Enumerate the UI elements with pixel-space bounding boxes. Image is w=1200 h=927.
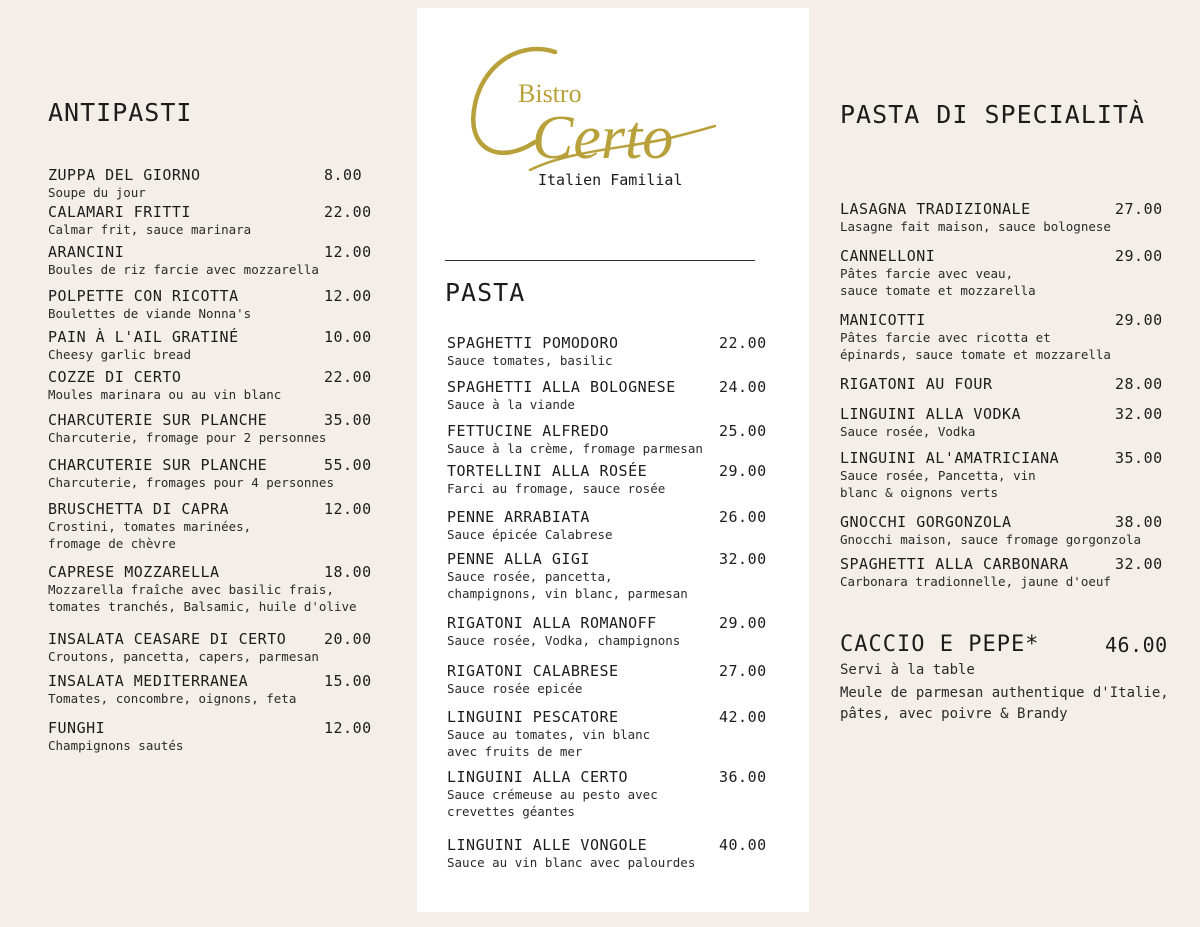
item-name: PAIN À L'AIL GRATINÉ [48, 328, 239, 346]
item-name: ARANCINI [48, 243, 125, 261]
item-desc: Moules marinara ou au vin blanc [48, 387, 282, 402]
menu-item [447, 836, 787, 871]
menu-item [48, 630, 388, 665]
item-name: PENNE ARRABIATA [447, 508, 590, 526]
item-name: LINGUINI ALLE VONGOLE [447, 836, 648, 854]
item-name: RIGATONI AU FOUR [840, 375, 993, 393]
menu-item [48, 500, 388, 552]
item-price: 40.00 [719, 836, 767, 854]
item-name: CANNELLONI [840, 247, 936, 265]
item-price: 46.00 [1105, 633, 1168, 657]
item-name: LASAGNA TRADIZIONALE [840, 200, 1031, 218]
item-name: LINGUINI PESCATORE [447, 708, 619, 726]
item-desc: Farci au fromage, sauce rosée [447, 481, 666, 496]
menu-item [840, 375, 1180, 393]
item-name: INSALATA MEDITERRANEA [48, 672, 249, 690]
item-desc: Sauce au vin blanc avec palourdes [447, 855, 696, 870]
menu-item [840, 513, 1180, 548]
item-price: 25.00 [719, 422, 767, 440]
item-price: 18.00 [324, 563, 372, 581]
item-desc: Sauce à la viande [447, 397, 575, 412]
item-price: 29.00 [719, 462, 767, 480]
menu-item [840, 311, 1180, 363]
item-desc: Crostini, tomates marinées, [48, 519, 252, 534]
menu-item [840, 555, 1180, 590]
item-desc: sauce tomate et mozzarella [840, 283, 1036, 298]
item-name: CAPRESE MOZZARELLA [48, 563, 220, 581]
item-desc: Sauce rosée, pancetta, [447, 569, 613, 584]
item-price: 36.00 [719, 768, 767, 786]
antipasti-title: ANTIPASTI [48, 98, 193, 127]
item-desc: Cheesy garlic bread [48, 347, 191, 362]
menu-item [447, 422, 787, 457]
item-desc: Servi à la table [840, 662, 975, 678]
item-desc: Tomates, concombre, oignons, feta [48, 691, 297, 706]
item-price: 29.00 [719, 614, 767, 632]
item-name: LINGUINI ALLA CERTO [447, 768, 629, 786]
item-desc: Sauce rosée, Vodka, champignons [447, 633, 681, 648]
item-desc: Mozzarella fraîche avec basilic frais, [48, 582, 334, 597]
menu-item [447, 378, 787, 413]
item-price: 35.00 [324, 411, 372, 429]
item-name: CALAMARI FRITTI [48, 203, 191, 221]
brand-tagline: Italien Familial [538, 171, 683, 189]
item-price: 15.00 [324, 672, 372, 690]
menu-item [48, 719, 388, 754]
item-name: SPAGHETTI ALLA CARBONARA [840, 555, 1069, 573]
item-name: PENNE ALLA GIGI [447, 550, 590, 568]
menu-item [48, 203, 388, 238]
item-price: 29.00 [1115, 311, 1163, 329]
item-price: 12.00 [324, 243, 372, 261]
item-desc: Champignons sautés [48, 738, 184, 753]
item-name: GNOCCHI GORGONZOLA [840, 513, 1012, 531]
item-price: 24.00 [719, 378, 767, 396]
item-name: FUNGHI [48, 719, 106, 737]
menu-item [447, 708, 787, 760]
item-desc: Sauce à la crème, fromage parmesan [447, 441, 703, 456]
item-desc: Sauce tomates, basilic [447, 353, 613, 368]
item-price: 27.00 [1115, 200, 1163, 218]
menu-item [840, 405, 1180, 440]
item-name: CHARCUTERIE SUR PLANCHE [48, 456, 268, 474]
item-price: 32.00 [1115, 555, 1163, 573]
item-name: INSALATA CEASARE DI CERTO [48, 630, 287, 648]
item-price: 12.00 [324, 719, 372, 737]
item-desc: Soupe du jour [48, 185, 146, 200]
item-desc: Sauce épicée Calabrese [447, 527, 613, 542]
item-name: SPAGHETTI POMODORO [447, 334, 619, 352]
item-name: LINGUINI AL'AMATRICIANA [840, 449, 1060, 467]
item-name: RIGATONI CALABRESE [447, 662, 619, 680]
menu-item [48, 368, 388, 403]
item-name: FETTUCINE ALFREDO [447, 422, 610, 440]
item-desc: Boulettes de viande Nonna's [48, 306, 252, 321]
item-price: 10.00 [324, 328, 372, 346]
menu-item [447, 614, 787, 649]
item-desc: tomates tranchés, Balsamic, huile d'olive [48, 599, 357, 614]
item-price: 32.00 [1115, 405, 1163, 423]
item-desc: Carbonara tradionnelle, jaune d'oeuf [840, 574, 1111, 589]
item-price: 27.00 [719, 662, 767, 680]
item-price: 22.00 [324, 203, 372, 221]
item-price: 42.00 [719, 708, 767, 726]
pasta-title: PASTA [445, 278, 526, 307]
item-desc: Charcuterie, fromage pour 2 personnes [48, 430, 327, 445]
item-desc: Croutons, pancetta, capers, parmesan [48, 649, 319, 664]
item-desc: Pâtes farcie avec ricotta et [840, 330, 1051, 345]
menu-item [48, 456, 388, 491]
item-desc: crevettes géantes [447, 804, 575, 819]
item-name: RIGATONI ALLA ROMANOFF [447, 614, 657, 632]
item-price: 8.00 [324, 166, 363, 184]
menu-item [48, 166, 388, 201]
menu-item [447, 508, 787, 543]
item-desc: Boules de riz farcie avec mozzarella [48, 262, 319, 277]
item-desc: épinards, sauce tomate et mozzarella [840, 347, 1111, 362]
item-desc: blanc & oignons verts [840, 485, 999, 500]
item-name: LINGUINI ALLA VODKA [840, 405, 1022, 423]
item-price: 26.00 [719, 508, 767, 526]
item-desc: Calmar frit, sauce marinara [48, 222, 252, 237]
item-desc: Gnocchi maison, sauce fromage gorgonzola [840, 532, 1142, 547]
item-desc: Sauce rosée epicée [447, 681, 583, 696]
item-name: SPAGHETTI ALLA BOLOGNESE [447, 378, 676, 396]
item-price: 32.00 [719, 550, 767, 568]
item-name: MANICOTTI [840, 311, 926, 329]
item-price: 22.00 [324, 368, 372, 386]
menu-item [48, 243, 388, 278]
menu-item [840, 247, 1180, 299]
menu-item [447, 550, 787, 602]
item-name: BRUSCHETTA DI CAPRA [48, 500, 230, 518]
item-desc: fromage de chèvre [48, 536, 176, 551]
item-price: 22.00 [719, 334, 767, 352]
item-price: 12.00 [324, 287, 372, 305]
item-name: POLPETTE CON RICOTTA [48, 287, 239, 305]
menu-item [840, 200, 1180, 235]
item-desc: Sauce crémeuse au pesto avec [447, 787, 658, 802]
item-price: 28.00 [1115, 375, 1163, 393]
item-desc: Sauce rosée, Vodka [840, 424, 976, 439]
item-desc: Sauce rosée, Pancetta, vin [840, 468, 1036, 483]
item-desc: Lasagne fait maison, sauce bolognese [840, 219, 1111, 234]
item-desc: Sauce au tomates, vin blanc [447, 727, 651, 742]
item-desc: avec fruits de mer [447, 744, 583, 759]
item-price: 20.00 [324, 630, 372, 648]
item-price: 12.00 [324, 500, 372, 518]
item-desc: Meule de parmesan authentique d'Italie, [840, 685, 1169, 701]
item-name: CHARCUTERIE SUR PLANCHE [48, 411, 268, 429]
menu-item [447, 662, 787, 697]
item-price: 29.00 [1115, 247, 1163, 265]
menu-item [447, 462, 787, 497]
item-price: 35.00 [1115, 449, 1163, 467]
item-price: 55.00 [324, 456, 372, 474]
item-name: COZZE DI CERTO [48, 368, 182, 386]
item-price: 38.00 [1115, 513, 1163, 531]
item-desc: Charcuterie, fromages pour 4 personnes [48, 475, 334, 490]
menu-item [840, 449, 1180, 501]
item-name: CACCIO E PEPE* [840, 632, 1040, 657]
item-desc: Pâtes farcie avec veau, [840, 266, 1014, 281]
brand-name-large: Certo [532, 104, 674, 172]
specialita-title: PASTA DI SPECIALITÀ [840, 100, 1145, 129]
bistro-certo-logo [460, 30, 720, 190]
menu-item-caccio-e-pepe [840, 632, 1190, 725]
brand-name-small: Bistro [518, 79, 582, 108]
menu-item [447, 768, 787, 820]
menu-item [447, 334, 787, 369]
item-desc: champignons, vin blanc, parmesan [447, 586, 688, 601]
item-desc: pâtes, avec poivre & Brandy [840, 706, 1068, 722]
item-name: TORTELLINI ALLA ROSÉE [447, 462, 648, 480]
menu-item [48, 328, 388, 363]
item-name: ZUPPA DEL GIORNO [48, 166, 201, 184]
menu-item [48, 411, 388, 446]
menu-item [48, 672, 388, 707]
divider-line [445, 260, 755, 261]
menu-item [48, 287, 388, 322]
menu-item [48, 563, 388, 615]
